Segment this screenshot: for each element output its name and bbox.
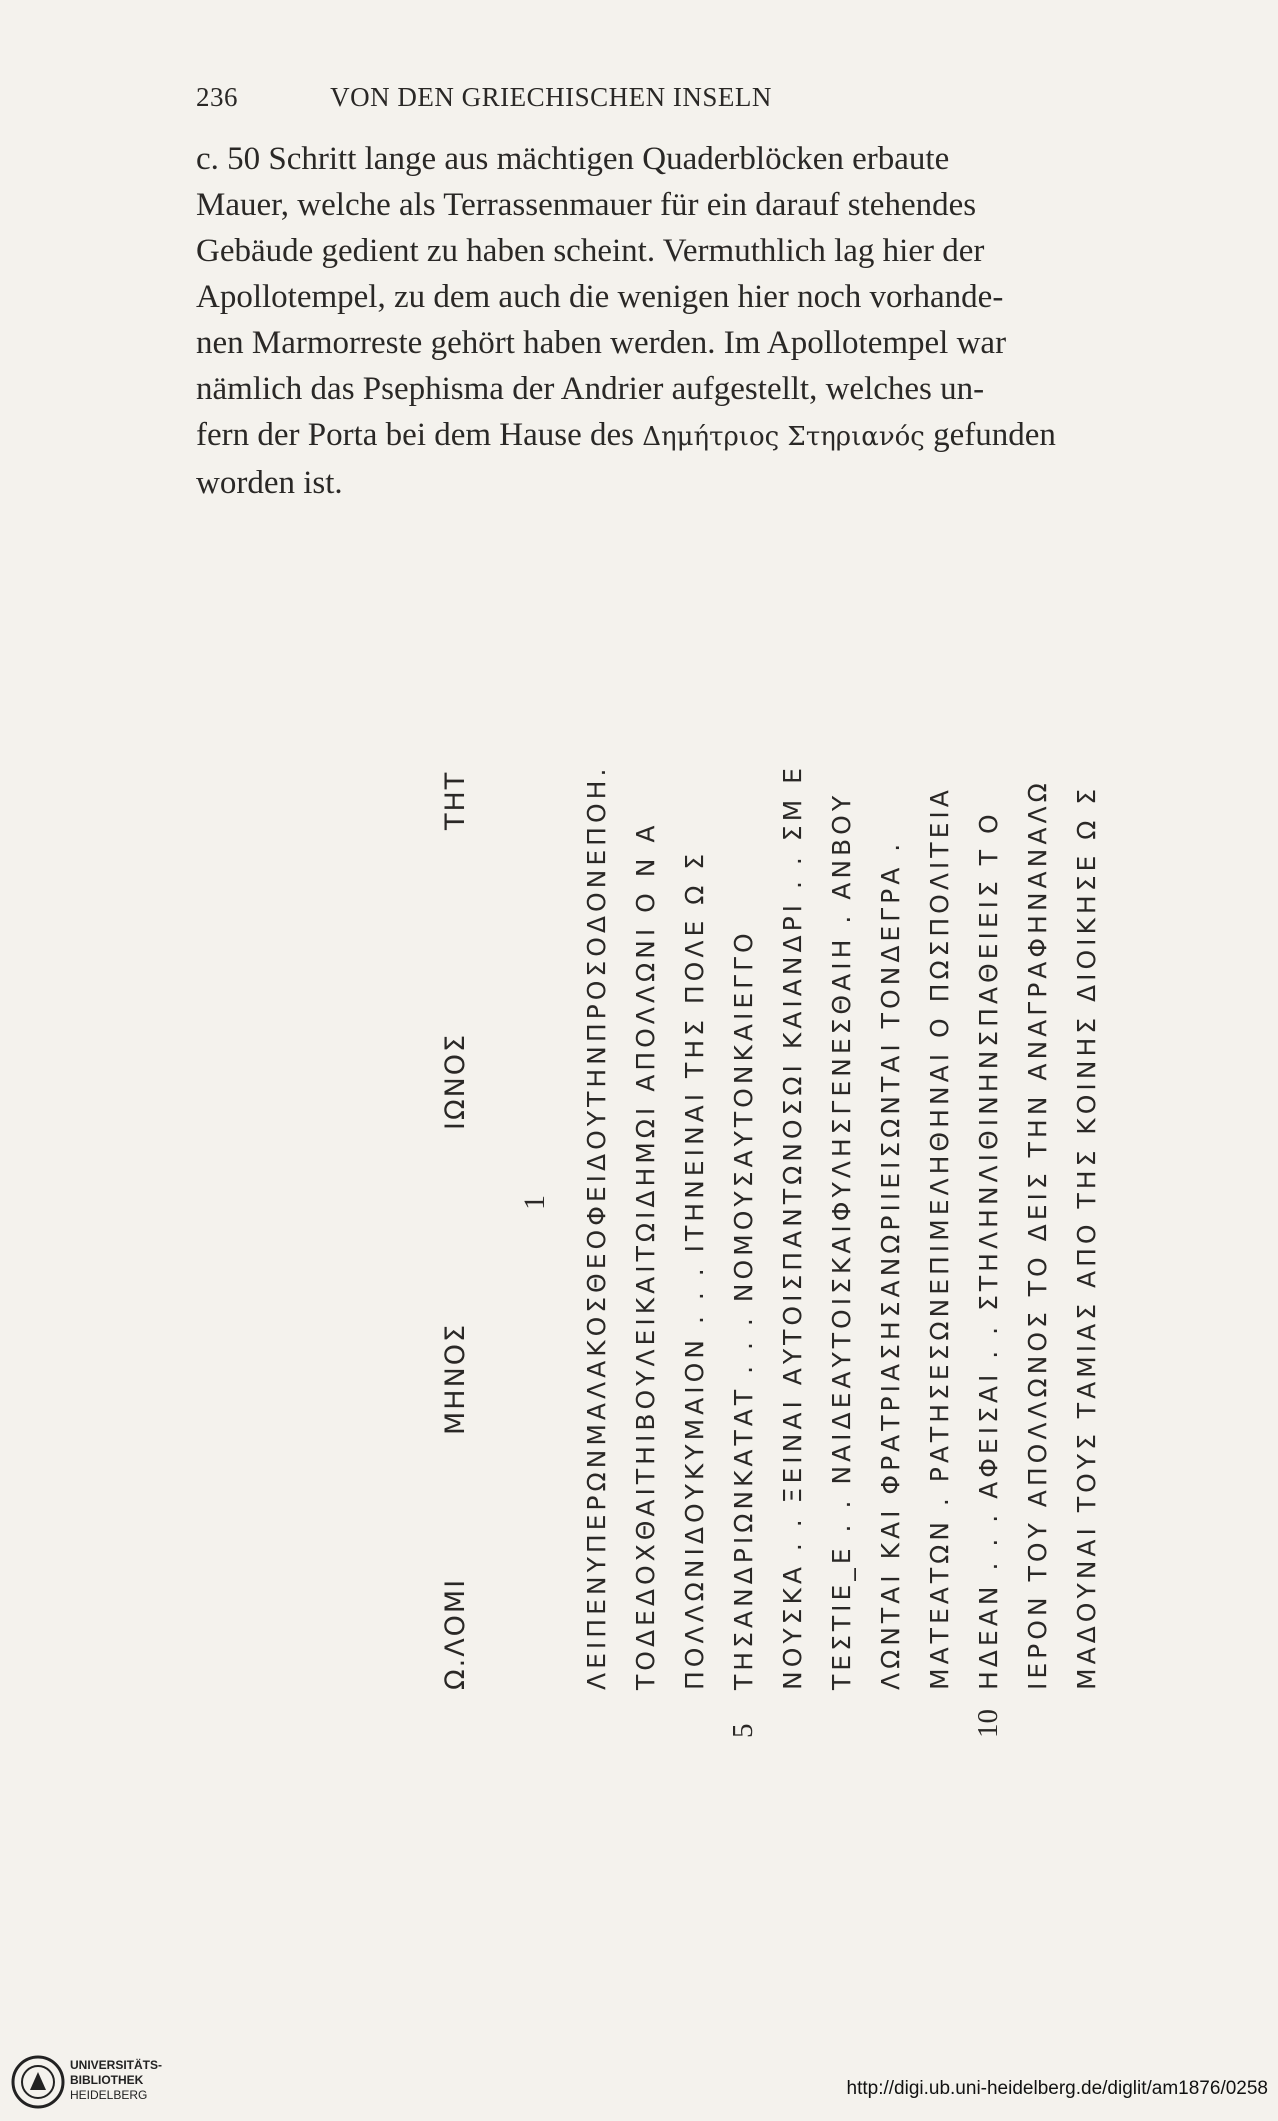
- body-line: worden ist.: [196, 465, 343, 501]
- inscription-line: ΛΕΙΠΕΝΥΠΕΡΩΝΜΑΛΑΚΟΣΘΕΟΦΕΙΔΟΥΤΗΝΠΡΟΣΟΔΟΝΕΠΟΗ.: [582, 764, 611, 1690]
- body-line: Apollotempel, zu dem auch die wenigen hier noch vorhande-: [196, 279, 1004, 315]
- library-name: [70, 2058, 162, 2103]
- inscription-line: ΠΟΛΛΩΝΙΔΟΥΚΥΜΑΙΟΝ . . . ΙΤΗΝΕΙΝΑΙ ΤΗΣ ΠΟΛΕ Ω Σ: [680, 849, 709, 1690]
- line-number: 5: [727, 1723, 759, 1738]
- inscription-line: ΤΕΣΤΙΕ_Ε . . ΝΑΙΔΕΑΥΤΟΙΣΚΑΙΦΥΛΗΣΓΕΝΕΣΘΑΙΗ . ΑΝΒΟΥ: [827, 791, 856, 1690]
- body-line-end: gefunden: [924, 417, 1056, 453]
- page-number: 236: [196, 82, 238, 112]
- inscription-header-right: ΤΗΤ: [440, 770, 471, 830]
- body-line: Mauer, welche als Terrassenmauer für ein darauf stehendes: [196, 187, 977, 223]
- line-number: 10: [972, 1709, 1004, 1738]
- inscription-header: [440, 590, 480, 1690]
- library-logo: [10, 2052, 210, 2112]
- body-line: c. 50 Schritt lange aus mächtigen Quaderblöcken erbaute: [196, 141, 950, 177]
- inscription-header-left: Ω.ΛΟΜΙ: [440, 1577, 471, 1690]
- body-line: [196, 412, 1166, 460]
- inscription-line-text: ΤΗΣΑΝΔΡΙΩΝΚΑΤΑΤ . . . ΝΟΜΟΥΣΑΥΤΟΝΚΑΙΕΓΓΟ: [729, 929, 758, 1690]
- greek-inscription: [440, 590, 1101, 1738]
- inscription-line: ΤΟΔΕΔΟΧΘΑΙΤΗΙΒΟΥΛΕΙΚΑΙΤΩΙΔΗΜΩΙ ΑΠΟΛΛΩΝΙ Ο Ν Α: [631, 821, 660, 1690]
- page-header: [196, 82, 906, 122]
- inscription-line: ΜΑΤΕΑΤΩΝ . ΡΑΤΗΣΕΣΩΝΕΠΙΜΕΛΗΘΗΝΑΙ Ο ΠΩΣΠΟΛΙΤΕΙΑ: [925, 786, 954, 1690]
- inscription-line-5: [719, 590, 768, 1738]
- inscription-lines: [572, 590, 1111, 1738]
- source-url-link[interactable]: http://digi.ub.uni-heidelberg.de/diglit/am1876/0258: [846, 2078, 1268, 2099]
- body-line-start: fern der Porta bei dem Hause des: [196, 417, 643, 453]
- body-line: nen Marmorreste gehört haben werden. Im Apollotempel war: [196, 325, 1007, 361]
- inscription-line-text: ΗΔΕΑΝ . . . ΑΦΕΙΣΑΙ . . ΣΤΗΛΗΝΛΙΘΙΝΗΝΣΠΑΘΕΙΕΙΣ Τ Ο: [974, 810, 1003, 1690]
- library-name-line: HEIDELBERG: [70, 2088, 148, 2102]
- library-name-line: BIBLIOTHEK: [70, 2073, 144, 2087]
- running-head: VON DEN GRIECHISCHEN INSELN: [330, 82, 772, 112]
- inscription-line-10: [964, 590, 1013, 1738]
- library-seal-icon: [10, 2054, 66, 2110]
- inscription-number: 1: [518, 1195, 551, 1210]
- inscription-line: ΝΟΥΣΚΑ . . ΞΕΙΝΑΙ ΑΥΤΟΙΣΠΑΝΤΩΝΟΣΩΙ ΚΑΙΑΝΔΡΙ . . ΣΜ Ε: [778, 764, 807, 1690]
- inscription-line: ΜΑΔΟΥΝΑΙ ΤΟΥΣ ΤΑΜΙΑΣ ΑΠΟ ΤΗΣ ΚΟΙΝΗΣ ΔΙΟΙΚΗΣΕ Ω Σ: [1072, 784, 1101, 1690]
- inscription-line: ΙΕΡΟΝ ΤΟΥ ΑΠΟΛΛΩΝΟΣ ΤΟ ΔΕΙΣ ΤΗΝ ΑΝΑΓΡΑΦΗΝΑΝΑΛΩ: [1023, 779, 1052, 1690]
- body-line: nämlich das Psephisma der Andrier aufgestellt, welches un-: [196, 371, 985, 407]
- greek-name: Δημήτριος Στηριανός: [642, 422, 925, 452]
- inscription-line: ΛΩΝΤΑΙ ΚΑΙ ΦΡΑΤΡΙΑΣΗΣΑΝΩΡΙΙΕΙΣΩΝΤΑΙ ΤΟΝΔΕΓΡΑ .: [876, 839, 905, 1690]
- library-name-line: UNIVERSITÄTS-: [70, 2058, 163, 2072]
- body-paragraph: [196, 136, 1166, 506]
- inscription-header-ionos: ΙΩΝΟΣ: [440, 1032, 471, 1130]
- body-line: Gebäude gedient zu haben scheint. Vermuthlich lag hier der: [196, 233, 985, 269]
- inscription-header-month: ΜΗΝΟΣ: [440, 1322, 471, 1435]
